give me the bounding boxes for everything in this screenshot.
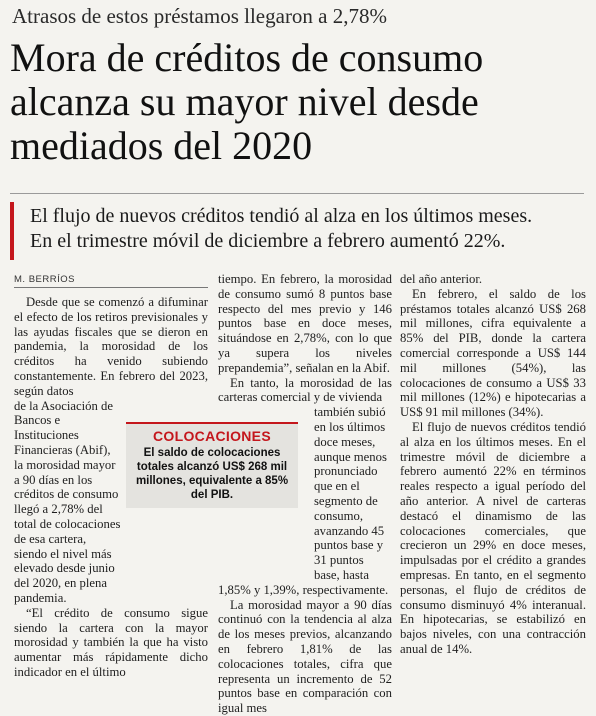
deck-line-1: El flujo de nuevos créditos tendió al alza en los últimos meses. [30, 205, 533, 227]
col2-paragraph-2-end: 1,85% y 1,39%, respectivamente. [218, 582, 389, 597]
col3-paragraph-1: En febrero, el saldo de los préstamos totales alcanzó US$ 268 mil millones, cifra equivalente a 85% del PIB, donde la cartera comercial corresponde a US$ 144 mil millones (54%), las colocaciones de consumo a US$ 33 mil millones (12%) e hipotecarias a US$ 91 mil millones (34%). [400, 286, 586, 420]
col2-paragraph-1: tiempo. En febrero, la morosidad de consumo sumó 8 puntos base respecto del mes previo y 146 puntos base en doce meses, situándose en 2,78%, con lo que ya supera los niveles prepandemia”, señalan en la Abif. [218, 272, 392, 375]
col3-paragraph-2: El flujo de nuevos créditos tendió al alza en los últimos meses. En el trimestre móvil de diciembre a febrero aumentó 22% en términos reales respecto a igual período del año anterior. A nivel de carteras destacó el dinamismo de las colocaciones comerciales, que crecieron un 29% en doce meses, impulsadas por el crédito a grandes empresas. En tanto, en el segmento personas, el flujo de créditos de consumo disminuyó 4% interanual. En hipotecarias, se estabilizó en bajos niveles, con una contracción anual de 14%. [400, 419, 586, 656]
deck-accent-bar [10, 202, 14, 260]
headline-line-1: Mora de créditos de consumo [10, 35, 484, 80]
col1-paragraph-2: “El crédito de consumo sigue siendo la cartera con la mayor morosidad y también la que ha visto aumentar más rápidamente dicho indicador en el último [14, 605, 208, 679]
headline [10, 36, 590, 168]
col1-paragraph-1-cont: de la Asociación de Bancos e Instituciones Financieras (Abif), la morosidad mayor a 90 días en los créditos de consumo llegó a 2,78% del total de colocaciones de esa cartera, siendo el nivel más elevado desde junio del 2020, en plena pandemia. [14, 398, 121, 605]
headline-line-3: mediados del 2020 [10, 123, 313, 168]
col2-paragraph-2: En tanto, la morosidad de las carteras comercial y de vivienda [218, 375, 392, 405]
col2-paragraph-3: La morosidad mayor a 90 días continuó con la tendencia al alza de los meses previos, alcanzando en febrero 1,81% de las colocaciones totales, cifra que representa un incremento de 52 puntos base en comparación con igual mes [218, 597, 392, 716]
byline-divider [14, 287, 208, 288]
kicker: Atrasos de estos préstamos llegaron a 2,78% [12, 4, 387, 28]
colocaciones-infobox [126, 422, 298, 508]
deck-line-2: En el trimestre móvil de diciembre a febrero aumentó 22%. [30, 230, 506, 252]
infobox-title: COLOCACIONES [153, 428, 271, 444]
col2-paragraph-2-cont: también subió en los últimos doce meses, aunque menos pronunciado que en el segmento de consumo, avanzando 45 puntos base y 31 puntos base, hasta [314, 405, 387, 582]
byline: M. BERRÍOS [14, 274, 75, 285]
col1-paragraph-1: Desde que se comenzó a difuminar el efecto de los retiros previsionales y las ayudas fiscales que se dieron en pandemia, la morosidad de los créditos ha venido subiendo constantemente. En febrero del 2023, según datos [14, 295, 208, 398]
infobox-text: El saldo de colocaciones totales alcanzó US$ 268 mil millones, equivalente a 85% del PIB. [135, 447, 289, 501]
column-3 [400, 272, 586, 657]
col3-paragraph-0: del año anterior. [400, 272, 483, 286]
deck [30, 204, 590, 254]
deck-divider [10, 193, 584, 194]
headline-line-2: alcanza su mayor nivel desde [10, 79, 479, 124]
